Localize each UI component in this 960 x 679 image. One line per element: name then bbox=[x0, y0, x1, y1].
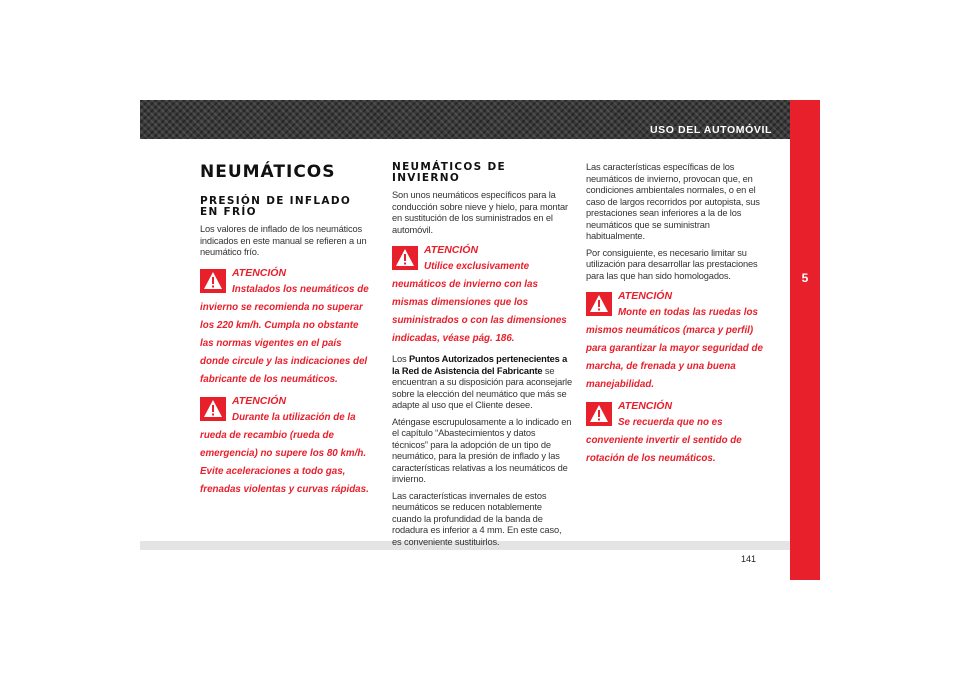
column-3 bbox=[586, 162, 766, 474]
warning-label: ATENCIÓN bbox=[618, 400, 673, 412]
service-network-prefix: Los bbox=[392, 354, 407, 364]
warning-triangle-icon bbox=[586, 292, 612, 316]
warning-text: Se recuerda que no es conveniente invertir el sentido de rotación de los neumáticos. bbox=[586, 417, 742, 464]
inflation-intro: Los valores de inflado de los neumáticos indicados en este manual se refieren a un neumático frío. bbox=[200, 224, 367, 257]
warning-triangle-icon bbox=[392, 246, 418, 270]
section-header-band bbox=[140, 100, 790, 139]
column-1 bbox=[200, 162, 372, 505]
service-network-rest: se encuentran a su disposición para aconsejarle sobre la elección del neumático que más se adapte al uso que el Cliente desee. bbox=[392, 365, 572, 410]
section-heading-winter-tyres: NEUMÁTICOS DE INVIERNO bbox=[392, 161, 506, 184]
page-title: NEUMÁTICOS bbox=[200, 162, 336, 182]
warning-text: Instalados los neumáticos de invierno se recomienda no superar los 220 km/h. Cumpla no obstante las normas vigentes en el país donde circule y las indicaciones del fabricante de los neumáticos. bbox=[200, 283, 369, 385]
tread-depth-paragraph: Las características invernales de estos neumáticos se reducen notablemente cuando la profundidad de la banda de rodadura es inferior a 4 mm. En este caso, es conveniente sustituirlos. bbox=[392, 490, 562, 547]
warning-block bbox=[200, 395, 372, 497]
service-network-bold: Puntos Autorizados pertenecientes a la Red de Asistencia del Fabricante bbox=[392, 354, 568, 376]
warning-text: Monte en todas las ruedas los mismos neumáticos (marca y perfil) para garantizar la mayor seguridad de marcha, de frenada y una buena manejabilidad. bbox=[586, 307, 763, 390]
warning-triangle-icon bbox=[200, 269, 226, 293]
chapter-number: 5 bbox=[801, 271, 809, 285]
warning-block bbox=[586, 290, 766, 392]
warning-text: Durante la utilización de la rueda de recambio (rueda de emergencia) no supere los 80 km/h. Evite aceleraciones a todo gas, frenadas violentas y curvas rápidas. bbox=[200, 411, 369, 495]
page-number: 141 bbox=[741, 554, 757, 564]
warning-label: ATENCIÓN bbox=[424, 244, 479, 256]
specifications-paragraph: Aténgase escrupulosamente a lo indicado en el capítulo “Abastecimientos y datos técnicos” para la adopción de un tipo de neumático, para la presión de inflado y las características relativas a los neumáticos de invierno. bbox=[392, 416, 572, 484]
warning-label: ATENCIÓN bbox=[232, 266, 287, 279]
column-2 bbox=[392, 162, 572, 553]
warning-block bbox=[200, 267, 372, 387]
section-heading-inflation: PRESIÓN DE INFLADO EN FRÍO bbox=[200, 195, 352, 218]
winter-tyres-intro: Son unos neumáticos específicos para la conducción sobre nieve y hielo, para montar en sustitución de los suministrados en el automóvil. bbox=[392, 190, 568, 235]
warning-triangle-icon bbox=[586, 402, 612, 426]
warning-text: Utilice exclusivamente neumáticos de invierno con las mismas dimensiones que los suministrados o con las dimensiones indicadas, véase pág. 186. bbox=[392, 261, 567, 344]
warning-label: ATENCIÓN bbox=[232, 394, 287, 407]
performance-paragraph: Las características específicas de los neumáticos de invierno, provocan que, en condiciones ambientales normales, o en el caso de largos recorridos por autopista, sus prestaciones sean inferiores a la de los neumáticos que se suministran habitualmente. bbox=[586, 162, 760, 241]
chapter-tab bbox=[790, 100, 820, 580]
usage-limit-paragraph: Por consiguiente, es necesario limitar su utilización para desarrollar las prestaciones para las que han sido homologados. bbox=[586, 247, 758, 281]
service-network-paragraph bbox=[392, 354, 572, 412]
section-title: USO DEL AUTOMÓVIL bbox=[649, 124, 772, 136]
warning-block bbox=[392, 244, 572, 346]
warning-block bbox=[586, 400, 766, 466]
warning-triangle-icon bbox=[200, 397, 226, 421]
warning-label: ATENCIÓN bbox=[618, 290, 673, 302]
